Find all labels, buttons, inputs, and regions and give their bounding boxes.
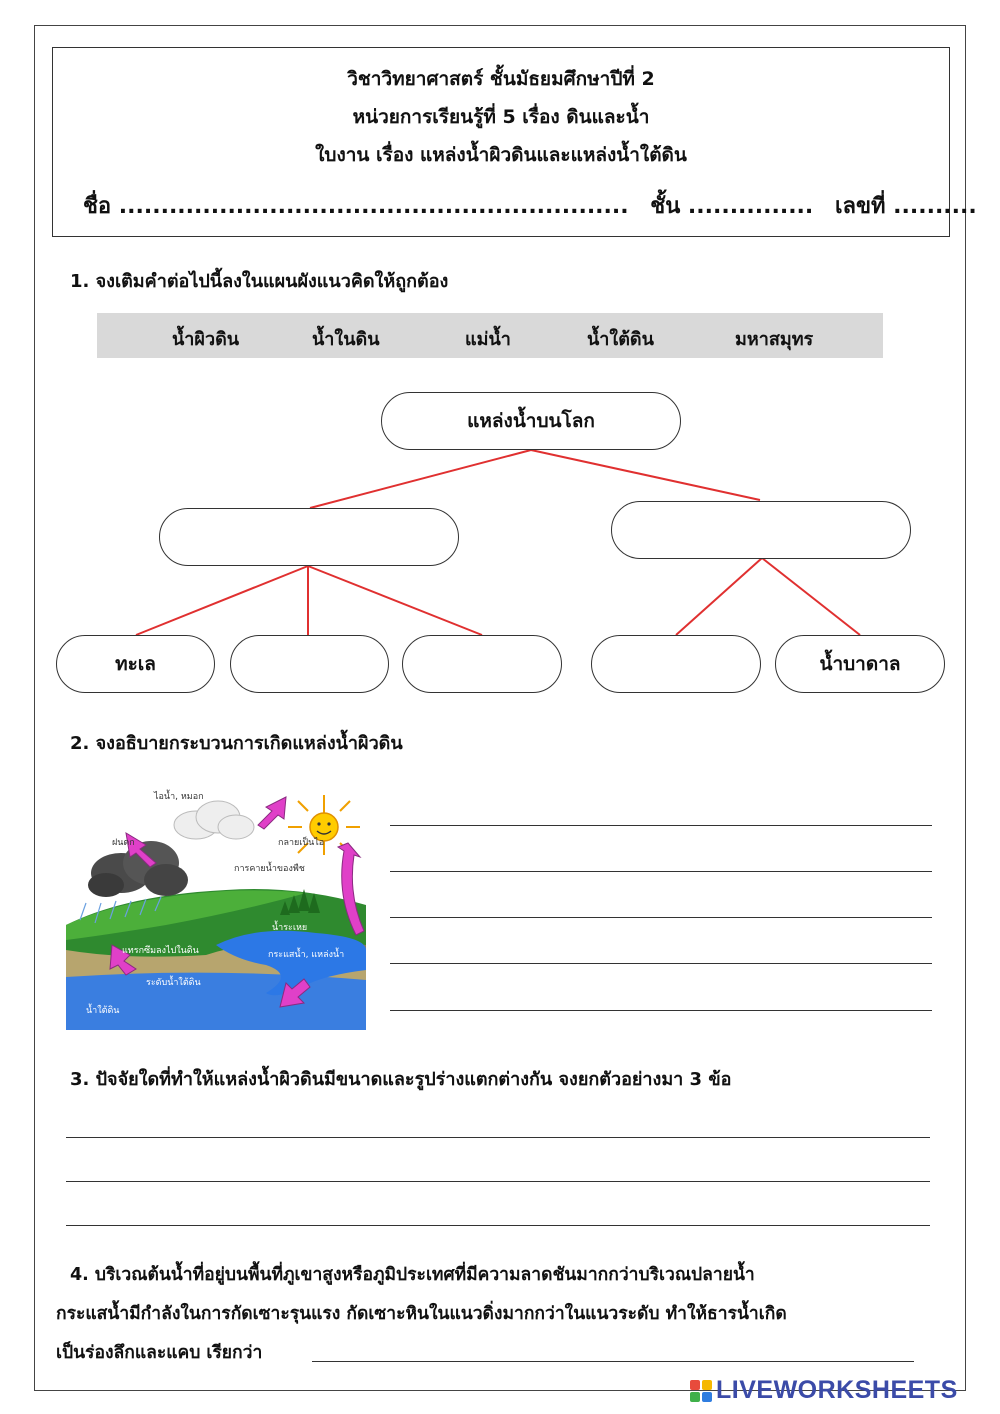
root-node: แหล่งน้ำบนโลก	[381, 392, 681, 450]
label-runoff: น้ำระเหย	[272, 923, 308, 933]
leaf-node-artesian: น้ำบาดาล	[775, 635, 945, 693]
number-field[interactable]: เลขที่ ..........	[834, 194, 977, 219]
word-groundwater[interactable]: น้ำใต้ดิน	[587, 329, 654, 350]
question-4-line2: กระแสน้ำมีกำลังในการกัดเซาะรุนแรง กัดเซาะหินในแนวดิ่งมากกว่าในแนวระดับ ทำให้ธารน้ำเกิด	[56, 1304, 787, 1324]
question-2: 2. จงอธิบายกระบวนการเกิดแหล่งน้ำผิวดิน	[70, 733, 403, 754]
blank-leaf-4[interactable]	[591, 635, 761, 693]
word-river[interactable]: แม่น้ำ	[465, 329, 511, 350]
watermark-text: LIVEWORKSHEETS	[716, 1376, 958, 1404]
blank-node-left[interactable]	[159, 508, 459, 566]
question-4-line3: เป็นร่องลึกและแคบ เรียกว่า	[56, 1343, 263, 1363]
label-rain: ฝนตก	[112, 838, 135, 848]
connector-right-leaf2	[762, 558, 860, 635]
subject-title: วิชาวิทยาศาสตร์ ชั้นมัธยมศึกษาปีที่ 2	[347, 68, 655, 90]
blank-leaf-2[interactable]	[230, 635, 389, 693]
question-4-line1: 4. บริเวณต้นน้ำที่อยู่บนพื้นที่ภูเขาสูงหรือภูมิประเทศที่มีความลาดชันมากกว่าบริเวณปลายน้ำ	[70, 1265, 755, 1285]
class-field[interactable]: ชั้น ...............	[650, 194, 814, 219]
answer-line-q3-2[interactable]	[66, 1181, 930, 1182]
label-stream: กระแสน้ำ, แหล่งน้ำ	[268, 950, 345, 960]
answer-line-q2-3[interactable]	[390, 917, 932, 918]
connector-left-leaf3	[308, 566, 482, 635]
answer-line-q2-4[interactable]	[390, 963, 932, 964]
answer-line-q4[interactable]	[312, 1361, 914, 1362]
label-water-table: ระดับน้ำใต้ดิน	[146, 978, 201, 988]
question-3: 3. ปัจจัยใดที่ทำให้แหล่งน้ำผิวดินมีขนาดและรูปร่างแตกต่างกัน จงยกตัวอย่างมา 3 ข้อ	[70, 1069, 732, 1090]
connector-root-left	[310, 450, 531, 508]
blank-leaf-3[interactable]	[402, 635, 562, 693]
answer-line-q2-5[interactable]	[390, 1010, 932, 1011]
unit-title: หน่วยการเรียนรู้ที่ 5 เรื่อง ดินและน้ำ	[352, 106, 650, 128]
question-1: 1. จงเติมคำต่อไปนี้ลงในแผนผังแนวคิดให้ถูกต้อง	[70, 271, 449, 292]
concept-map-connectors	[0, 0, 1000, 700]
word-surface-water[interactable]: น้ำผิวดิน	[172, 329, 240, 350]
label-transpiration: การคายน้ำของพืช	[234, 864, 305, 874]
label-groundwater: น้ำใต้ดิน	[86, 1006, 120, 1016]
answer-line-q2-1[interactable]	[390, 825, 932, 826]
label-infiltration: แทรกซึมลงไปในดิน	[122, 946, 199, 956]
name-field[interactable]: ชื่อ .............................................................	[83, 194, 629, 219]
liveworksheets-logo-icon	[690, 1380, 712, 1402]
water-cycle-diagram	[66, 785, 366, 1030]
leaf-node-sea: ทะเล	[56, 635, 215, 693]
answer-line-q2-2[interactable]	[390, 871, 932, 872]
liveworksheets-watermark	[690, 1376, 958, 1405]
answer-line-q3-1[interactable]	[66, 1137, 930, 1138]
connector-right-leaf1	[676, 558, 762, 635]
word-soil-water[interactable]: น้ำในดิน	[312, 329, 380, 350]
blank-node-right[interactable]	[611, 501, 911, 559]
label-vapor-fog: ไอน้ำ, หมอก	[154, 792, 204, 802]
label-evaporation: กลายเป็นไอ	[278, 838, 325, 848]
connector-root-right	[531, 450, 760, 500]
connector-left-leaf1	[136, 566, 308, 635]
worksheet-title: ใบงาน เรื่อง แหล่งน้ำผิวดินและแหล่งน้ำใต้ดิน	[315, 144, 687, 166]
word-ocean[interactable]: มหาสมุทร	[735, 329, 814, 350]
answer-line-q3-3[interactable]	[66, 1225, 930, 1226]
